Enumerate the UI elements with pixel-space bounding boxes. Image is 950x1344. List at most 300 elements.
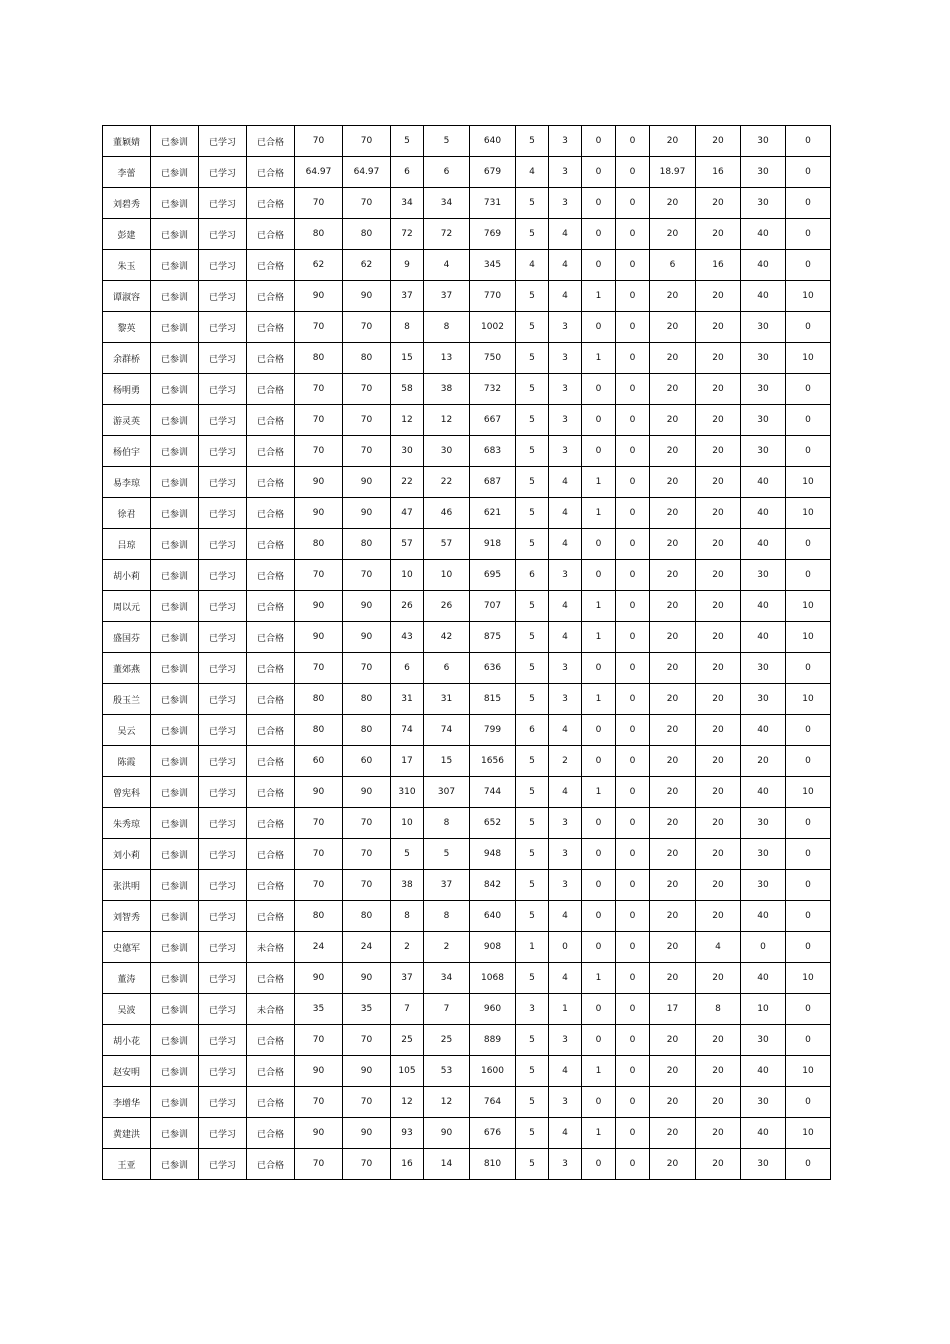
cell-points-c: 1	[582, 777, 616, 808]
cell-points-e: 20	[650, 374, 696, 405]
cell-points-a: 5	[516, 374, 549, 405]
cell-qualified: 已合格	[247, 901, 295, 932]
cell-count-b: 72	[424, 219, 470, 250]
cell-count-a: 25	[391, 1025, 424, 1056]
cell-points-f: 20	[696, 467, 741, 498]
cell-points-c: 1	[582, 467, 616, 498]
cell-points-e: 20	[650, 653, 696, 684]
cell-qualified: 已合格	[247, 591, 295, 622]
cell-count-a: 37	[391, 963, 424, 994]
cell-qualified: 已合格	[247, 808, 295, 839]
cell-points-h: 10	[786, 498, 831, 529]
cell-score-a: 24	[295, 932, 343, 963]
cell-count-a: 6	[391, 653, 424, 684]
cell-count-b: 22	[424, 467, 470, 498]
table-row	[103, 653, 831, 684]
cell-points-b: 3	[549, 560, 582, 591]
cell-count-c: 948	[470, 839, 516, 870]
cell-points-g: 30	[741, 684, 786, 715]
cell-score-a: 70	[295, 374, 343, 405]
cell-points-h: 0	[786, 1025, 831, 1056]
cell-name: 余群桥	[103, 343, 151, 374]
cell-qualified: 已合格	[247, 126, 295, 157]
cell-score-a: 70	[295, 560, 343, 591]
cell-points-b: 4	[549, 715, 582, 746]
cell-points-a: 5	[516, 777, 549, 808]
cell-study: 已学习	[199, 374, 247, 405]
cell-qualified: 已合格	[247, 777, 295, 808]
cell-score-b: 35	[343, 994, 391, 1025]
cell-count-b: 6	[424, 157, 470, 188]
cell-count-a: 93	[391, 1118, 424, 1149]
cell-count-b: 37	[424, 281, 470, 312]
cell-score-b: 62	[343, 250, 391, 281]
cell-points-f: 20	[696, 219, 741, 250]
cell-points-h: 0	[786, 839, 831, 870]
cell-points-a: 4	[516, 250, 549, 281]
cell-score-a: 70	[295, 1149, 343, 1180]
cell-qualified: 未合格	[247, 932, 295, 963]
cell-count-b: 10	[424, 560, 470, 591]
cell-points-a: 5	[516, 188, 549, 219]
cell-training: 已参训	[151, 808, 199, 839]
cell-points-b: 3	[549, 312, 582, 343]
cell-points-g: 40	[741, 715, 786, 746]
cell-score-b: 90	[343, 1056, 391, 1087]
cell-points-d: 0	[616, 1025, 650, 1056]
cell-training: 已参训	[151, 250, 199, 281]
cell-name: 赵安明	[103, 1056, 151, 1087]
cell-count-a: 72	[391, 219, 424, 250]
cell-points-d: 0	[616, 157, 650, 188]
cell-training: 已参训	[151, 281, 199, 312]
cell-score-b: 90	[343, 622, 391, 653]
cell-points-e: 20	[650, 591, 696, 622]
cell-points-b: 4	[549, 1056, 582, 1087]
cell-points-d: 0	[616, 312, 650, 343]
cell-count-a: 2	[391, 932, 424, 963]
cell-study: 已学习	[199, 405, 247, 436]
cell-points-g: 30	[741, 1025, 786, 1056]
cell-points-d: 0	[616, 1149, 650, 1180]
cell-count-c: 918	[470, 529, 516, 560]
cell-name: 朱秀琼	[103, 808, 151, 839]
table-row	[103, 188, 831, 219]
cell-count-c: 744	[470, 777, 516, 808]
cell-count-c: 799	[470, 715, 516, 746]
cell-points-d: 0	[616, 715, 650, 746]
cell-count-c: 960	[470, 994, 516, 1025]
cell-count-b: 307	[424, 777, 470, 808]
cell-points-d: 0	[616, 219, 650, 250]
cell-points-c: 0	[582, 839, 616, 870]
cell-count-a: 58	[391, 374, 424, 405]
cell-count-c: 640	[470, 126, 516, 157]
cell-points-b: 3	[549, 188, 582, 219]
cell-count-b: 12	[424, 405, 470, 436]
cell-name: 易李琼	[103, 467, 151, 498]
cell-points-e: 18.97	[650, 157, 696, 188]
cell-score-b: 90	[343, 281, 391, 312]
table-row	[103, 374, 831, 405]
cell-training: 已参训	[151, 622, 199, 653]
cell-name: 杨明勇	[103, 374, 151, 405]
cell-points-e: 20	[650, 436, 696, 467]
cell-count-b: 30	[424, 436, 470, 467]
cell-points-h: 0	[786, 653, 831, 684]
cell-score-a: 70	[295, 188, 343, 219]
cell-score-b: 70	[343, 405, 391, 436]
cell-training: 已参训	[151, 560, 199, 591]
cell-points-h: 0	[786, 126, 831, 157]
cell-count-b: 8	[424, 312, 470, 343]
cell-count-b: 26	[424, 591, 470, 622]
cell-training: 已参训	[151, 374, 199, 405]
cell-count-a: 17	[391, 746, 424, 777]
cell-points-h: 10	[786, 467, 831, 498]
cell-count-c: 636	[470, 653, 516, 684]
cell-points-g: 30	[741, 126, 786, 157]
cell-score-b: 70	[343, 1025, 391, 1056]
table-body	[103, 126, 831, 1180]
cell-study: 已学习	[199, 1118, 247, 1149]
cell-study: 已学习	[199, 219, 247, 250]
cell-score-a: 90	[295, 1118, 343, 1149]
cell-study: 已学习	[199, 436, 247, 467]
cell-points-g: 30	[741, 188, 786, 219]
cell-points-b: 4	[549, 901, 582, 932]
cell-points-f: 20	[696, 1056, 741, 1087]
cell-points-g: 40	[741, 777, 786, 808]
cell-points-f: 20	[696, 622, 741, 653]
cell-points-a: 5	[516, 622, 549, 653]
cell-score-b: 70	[343, 808, 391, 839]
cell-count-c: 732	[470, 374, 516, 405]
cell-points-g: 30	[741, 157, 786, 188]
cell-study: 已学习	[199, 653, 247, 684]
cell-points-e: 20	[650, 715, 696, 746]
cell-points-d: 0	[616, 1118, 650, 1149]
cell-name: 胡小莉	[103, 560, 151, 591]
cell-points-f: 4	[696, 932, 741, 963]
table-row	[103, 498, 831, 529]
cell-points-c: 0	[582, 653, 616, 684]
cell-points-h: 0	[786, 529, 831, 560]
cell-points-d: 0	[616, 777, 650, 808]
cell-count-c: 679	[470, 157, 516, 188]
cell-score-b: 70	[343, 312, 391, 343]
cell-points-a: 5	[516, 219, 549, 250]
cell-points-h: 0	[786, 157, 831, 188]
cell-points-b: 4	[549, 963, 582, 994]
cell-name: 刘智秀	[103, 901, 151, 932]
cell-points-h: 0	[786, 374, 831, 405]
cell-points-f: 20	[696, 1087, 741, 1118]
cell-score-a: 80	[295, 715, 343, 746]
cell-points-e: 20	[650, 126, 696, 157]
table-row	[103, 1087, 831, 1118]
cell-count-a: 7	[391, 994, 424, 1025]
cell-qualified: 已合格	[247, 1087, 295, 1118]
cell-qualified: 已合格	[247, 529, 295, 560]
cell-count-a: 38	[391, 870, 424, 901]
cell-points-d: 0	[616, 591, 650, 622]
cell-points-f: 16	[696, 157, 741, 188]
cell-points-f: 20	[696, 1025, 741, 1056]
cell-study: 已学习	[199, 1056, 247, 1087]
cell-points-h: 0	[786, 1087, 831, 1118]
table-row	[103, 901, 831, 932]
cell-points-c: 1	[582, 591, 616, 622]
cell-points-f: 20	[696, 746, 741, 777]
cell-study: 已学习	[199, 126, 247, 157]
cell-score-a: 70	[295, 126, 343, 157]
cell-points-f: 20	[696, 808, 741, 839]
cell-points-c: 0	[582, 250, 616, 281]
cell-points-g: 40	[741, 963, 786, 994]
cell-score-b: 70	[343, 839, 391, 870]
cell-points-g: 30	[741, 405, 786, 436]
cell-study: 已学习	[199, 901, 247, 932]
cell-points-g: 30	[741, 1149, 786, 1180]
cell-points-g: 40	[741, 467, 786, 498]
cell-points-a: 5	[516, 746, 549, 777]
cell-study: 已学习	[199, 343, 247, 374]
cell-points-e: 20	[650, 467, 696, 498]
cell-qualified: 已合格	[247, 622, 295, 653]
cell-points-h: 0	[786, 188, 831, 219]
cell-points-e: 20	[650, 343, 696, 374]
cell-points-b: 4	[549, 467, 582, 498]
cell-points-e: 20	[650, 1087, 696, 1118]
cell-count-c: 676	[470, 1118, 516, 1149]
cell-points-h: 10	[786, 684, 831, 715]
cell-points-h: 0	[786, 436, 831, 467]
cell-count-b: 15	[424, 746, 470, 777]
cell-score-b: 70	[343, 870, 391, 901]
cell-points-f: 8	[696, 994, 741, 1025]
cell-training: 已参训	[151, 591, 199, 622]
cell-points-b: 0	[549, 932, 582, 963]
cell-study: 已学习	[199, 250, 247, 281]
cell-points-d: 0	[616, 963, 650, 994]
table-row	[103, 839, 831, 870]
cell-count-a: 310	[391, 777, 424, 808]
cell-points-c: 0	[582, 157, 616, 188]
cell-points-b: 4	[549, 250, 582, 281]
cell-count-a: 8	[391, 901, 424, 932]
cell-name: 吴波	[103, 994, 151, 1025]
cell-training: 已参训	[151, 994, 199, 1025]
cell-points-h: 10	[786, 343, 831, 374]
cell-name: 徐君	[103, 498, 151, 529]
cell-name: 盛国芬	[103, 622, 151, 653]
cell-points-b: 3	[549, 343, 582, 374]
cell-score-a: 70	[295, 1025, 343, 1056]
cell-study: 已学习	[199, 157, 247, 188]
cell-count-b: 34	[424, 963, 470, 994]
cell-points-f: 20	[696, 560, 741, 591]
cell-points-a: 5	[516, 963, 549, 994]
cell-training: 已参训	[151, 1149, 199, 1180]
cell-score-b: 80	[343, 901, 391, 932]
cell-points-h: 0	[786, 746, 831, 777]
cell-points-e: 20	[650, 1118, 696, 1149]
cell-count-a: 74	[391, 715, 424, 746]
cell-score-a: 90	[295, 622, 343, 653]
cell-qualified: 已合格	[247, 219, 295, 250]
cell-points-f: 20	[696, 1118, 741, 1149]
table-row	[103, 157, 831, 188]
cell-points-b: 4	[549, 777, 582, 808]
cell-score-b: 70	[343, 436, 391, 467]
cell-points-d: 0	[616, 126, 650, 157]
cell-count-b: 2	[424, 932, 470, 963]
cell-points-g: 30	[741, 808, 786, 839]
cell-count-b: 14	[424, 1149, 470, 1180]
cell-points-g: 40	[741, 250, 786, 281]
table-row	[103, 436, 831, 467]
table-row	[103, 870, 831, 901]
cell-points-a: 5	[516, 653, 549, 684]
cell-points-c: 1	[582, 281, 616, 312]
cell-study: 已学习	[199, 560, 247, 591]
cell-qualified: 已合格	[247, 684, 295, 715]
cell-points-e: 6	[650, 250, 696, 281]
cell-points-a: 5	[516, 467, 549, 498]
cell-points-g: 40	[741, 219, 786, 250]
cell-count-b: 42	[424, 622, 470, 653]
cell-study: 已学习	[199, 808, 247, 839]
cell-points-f: 20	[696, 529, 741, 560]
cell-training: 已参训	[151, 1118, 199, 1149]
cell-points-g: 40	[741, 901, 786, 932]
table-row	[103, 715, 831, 746]
cell-points-h: 0	[786, 932, 831, 963]
cell-points-b: 3	[549, 870, 582, 901]
cell-points-f: 20	[696, 436, 741, 467]
cell-qualified: 已合格	[247, 746, 295, 777]
cell-points-d: 0	[616, 870, 650, 901]
cell-points-c: 1	[582, 343, 616, 374]
cell-count-b: 12	[424, 1087, 470, 1118]
cell-qualified: 已合格	[247, 1056, 295, 1087]
cell-points-a: 5	[516, 529, 549, 560]
cell-points-c: 1	[582, 1118, 616, 1149]
cell-points-e: 20	[650, 219, 696, 250]
cell-points-d: 0	[616, 901, 650, 932]
cell-study: 已学习	[199, 188, 247, 219]
cell-count-b: 57	[424, 529, 470, 560]
cell-points-b: 3	[549, 436, 582, 467]
cell-points-e: 20	[650, 529, 696, 560]
cell-points-d: 0	[616, 467, 650, 498]
cell-qualified: 已合格	[247, 1149, 295, 1180]
cell-points-c: 0	[582, 312, 616, 343]
cell-count-b: 53	[424, 1056, 470, 1087]
cell-points-h: 0	[786, 994, 831, 1025]
cell-points-h: 0	[786, 560, 831, 591]
cell-score-b: 90	[343, 963, 391, 994]
cell-points-c: 0	[582, 994, 616, 1025]
cell-points-a: 5	[516, 684, 549, 715]
cell-points-h: 0	[786, 808, 831, 839]
cell-count-c: 842	[470, 870, 516, 901]
cell-count-a: 5	[391, 126, 424, 157]
cell-count-c: 1656	[470, 746, 516, 777]
cell-score-b: 90	[343, 498, 391, 529]
cell-count-a: 9	[391, 250, 424, 281]
cell-points-c: 0	[582, 188, 616, 219]
cell-points-f: 20	[696, 963, 741, 994]
cell-count-b: 25	[424, 1025, 470, 1056]
cell-qualified: 已合格	[247, 1118, 295, 1149]
cell-count-a: 26	[391, 591, 424, 622]
cell-score-a: 62	[295, 250, 343, 281]
cell-score-a: 90	[295, 591, 343, 622]
cell-points-c: 0	[582, 374, 616, 405]
cell-count-b: 5	[424, 839, 470, 870]
cell-training: 已参训	[151, 405, 199, 436]
cell-qualified: 已合格	[247, 250, 295, 281]
cell-points-b: 3	[549, 405, 582, 436]
cell-name: 董涛	[103, 963, 151, 994]
table-row	[103, 281, 831, 312]
table-row	[103, 126, 831, 157]
cell-points-g: 10	[741, 994, 786, 1025]
cell-points-b: 3	[549, 684, 582, 715]
cell-points-e: 20	[650, 932, 696, 963]
cell-points-c: 0	[582, 1087, 616, 1118]
cell-points-g: 30	[741, 870, 786, 901]
cell-points-b: 3	[549, 157, 582, 188]
cell-points-g: 40	[741, 622, 786, 653]
cell-count-c: 1068	[470, 963, 516, 994]
cell-points-d: 0	[616, 405, 650, 436]
cell-points-g: 40	[741, 591, 786, 622]
cell-training: 已参训	[151, 498, 199, 529]
cell-name: 谭淑容	[103, 281, 151, 312]
cell-score-b: 80	[343, 684, 391, 715]
table-row	[103, 994, 831, 1025]
cell-score-b: 70	[343, 1087, 391, 1118]
cell-study: 已学习	[199, 529, 247, 560]
cell-points-e: 20	[650, 622, 696, 653]
cell-name: 彭建	[103, 219, 151, 250]
cell-count-c: 770	[470, 281, 516, 312]
cell-count-b: 38	[424, 374, 470, 405]
cell-points-f: 20	[696, 901, 741, 932]
cell-points-d: 0	[616, 932, 650, 963]
cell-name: 杨伯宇	[103, 436, 151, 467]
cell-count-a: 6	[391, 157, 424, 188]
cell-points-a: 5	[516, 591, 549, 622]
cell-points-f: 20	[696, 374, 741, 405]
table-row	[103, 560, 831, 591]
cell-count-c: 621	[470, 498, 516, 529]
cell-qualified: 已合格	[247, 870, 295, 901]
cell-points-c: 0	[582, 560, 616, 591]
cell-training: 已参训	[151, 126, 199, 157]
table-row	[103, 1025, 831, 1056]
cell-count-b: 6	[424, 653, 470, 684]
cell-training: 已参训	[151, 436, 199, 467]
cell-training: 已参训	[151, 343, 199, 374]
cell-points-a: 6	[516, 715, 549, 746]
cell-score-b: 80	[343, 343, 391, 374]
cell-points-b: 2	[549, 746, 582, 777]
cell-qualified: 已合格	[247, 281, 295, 312]
